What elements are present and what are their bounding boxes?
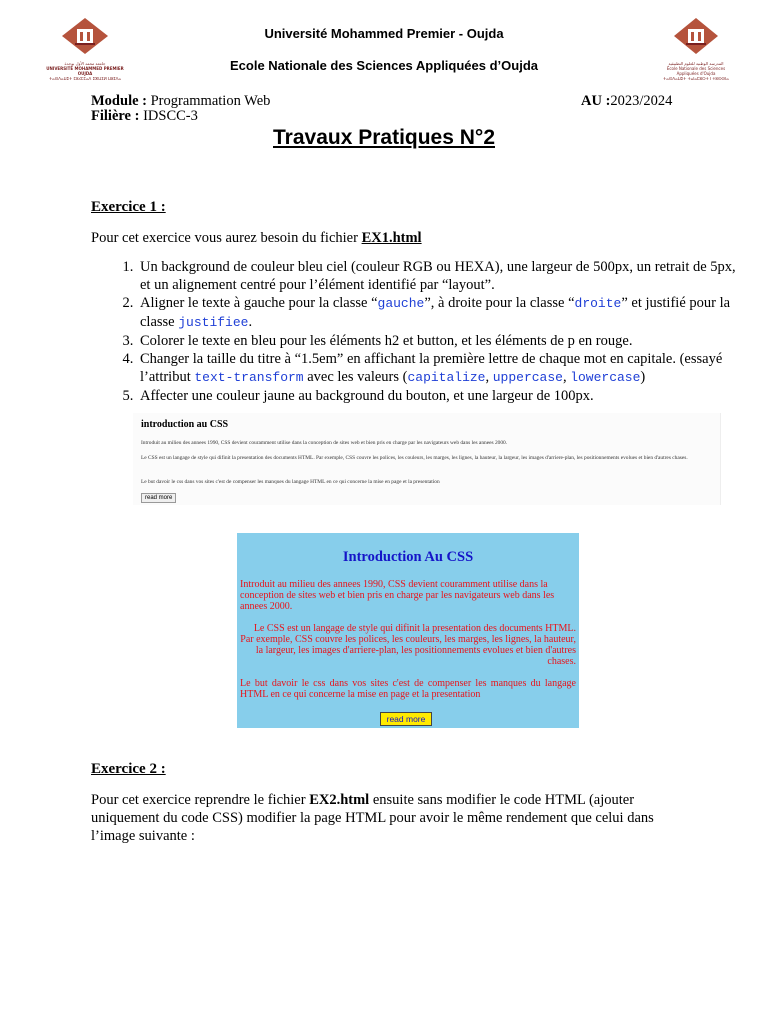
exercise-2-text-a: Pour cet exercice reprendre le fichier xyxy=(91,792,310,808)
task-item xyxy=(137,294,737,332)
task-4-text-a: Changer la taille du titre à “1.5em” en affichant la première lettre de chaque mot en capitale. (essayé l’attribut xyxy=(140,351,723,385)
page-title: Travaux Pratiques N°2 xyxy=(273,126,495,149)
exercise-1-task-list xyxy=(91,258,737,405)
task-item xyxy=(137,258,737,294)
ensa-logo-line-2: École Nationale des Sciences Appliquées d'Oujda xyxy=(666,66,726,76)
task-2-text-d: . xyxy=(248,314,253,330)
unstyled-page-screenshot xyxy=(133,413,721,505)
task-2-code-justifiee: justifiee xyxy=(178,315,249,330)
ensa-logo-line-3: ⵜⴰⵙⴷⴰⵡⵉⵜ ⵜⴰⵏⴰⵎⵓⵔⵜ ⵏ ⵜⵓⵙⵙⵏⴰ xyxy=(663,76,729,81)
exercise-2-instructions xyxy=(91,791,671,845)
styled-read-more-button[interactable]: read more xyxy=(380,712,432,726)
academic-year-label: AU : xyxy=(581,93,611,109)
task-2-code-gauche: gauche xyxy=(377,296,425,311)
task-item xyxy=(137,387,737,405)
unstyled-page-title: introduction au CSS xyxy=(141,419,229,430)
exercise-2-file: EX2.html xyxy=(309,792,370,808)
task-3-text: Colorer le texte en bleu pour les éléments h2 et button, et les éléments de p en rouge. xyxy=(140,333,633,349)
task-4-text-b: avec les valeurs ( xyxy=(303,369,408,385)
task-2-text-a: Aligner le texte à gauche pour la classe “ xyxy=(140,295,378,311)
task-1-text: Un background de couleur bleu ciel (couleur RGB ou HEXA), une largeur de 500px, un retrait de 5px, et un alignement centré pour l’élément identifié par “layout”. xyxy=(140,259,736,293)
task-4-code-text-transform: text-transform xyxy=(194,370,304,385)
task-4-text-d: , xyxy=(562,369,571,385)
task-4-text-e: ) xyxy=(640,369,646,385)
exercise-1-intro xyxy=(91,229,422,247)
styled-page-paragraph-left: Introduit au milieu des annees 1990, CSS devient couramment utilise dans la conception de sites web et bien pris en charge par les navigateurs web dans les annees 2000. xyxy=(240,579,555,612)
unstyled-page-paragraph-2: Le CSS est un langage de style qui difinit la presentation des documents HTML. Par exemple, CSS couvre les polices, les couleurs, les marges, les lignes, la hauteur, la largeur, les images d'arriere-plan, les positionnements evolues et bien d'autres chases. xyxy=(141,455,688,461)
unstyled-page-paragraph-1: Introduit au milieu des annees 1990, CSS devient couramment utilise dans la conception de sites web et bien pris en charge par les navigateurs web dans les annees 2000. xyxy=(141,440,508,446)
task-2-code-droite: droite xyxy=(574,296,622,311)
filiere-label: Filière : xyxy=(91,108,140,124)
module-value: Programmation Web xyxy=(150,93,271,109)
module-label: Module : xyxy=(91,93,147,109)
university-logo-line-2: UNIVERSITÉ MOHAMMED PREMIER OUJDA xyxy=(46,66,124,76)
filiere-line xyxy=(91,108,198,124)
academic-year-value: 2023/2024 xyxy=(610,93,673,109)
task-5-text: Affecter une couleur jaune au background du bouton, et une largeur de 100px. xyxy=(140,388,594,404)
exercise-1-file: EX1.html xyxy=(361,230,422,246)
task-item xyxy=(137,350,737,387)
task-4-text-c: , xyxy=(485,369,493,385)
task-4-code-capitalize: capitalize xyxy=(407,370,486,385)
school-name: Ecole Nationale des Sciences Appliquées d’Oujda xyxy=(229,58,538,73)
filiere-value: IDSCC-3 xyxy=(143,108,198,124)
unstyled-read-more-button[interactable]: read more xyxy=(141,493,176,503)
task-2-text-b: ”, à droite pour la classe “ xyxy=(424,295,575,311)
exercise-1-heading: Exercice 1 : xyxy=(91,199,166,215)
styled-page-screenshot xyxy=(237,533,579,728)
academic-year-line xyxy=(581,93,672,109)
ensa-logo-line-1: المدرسة الوطنية للعلوم التطبيقية xyxy=(668,61,724,66)
task-item xyxy=(137,332,737,350)
exercise-2-text-b: ensuite sans modifier le code HTML (ajouter uniquement du code CSS) modifier la page HTML pour avoir le même rendement que celui dans l’image suivante : xyxy=(91,792,654,844)
task-4-code-uppercase: uppercase xyxy=(492,370,563,385)
unstyled-page-paragraph-3: Le but davoir le css dans vos sites c'est de compenser les manques du langage HTML en ce qui concerne la mise en page et la presentation xyxy=(141,479,440,485)
styled-page-paragraph-justified: Le but davoir le css dans vos sites c'est de compenser les manques du langage HTML en ce qui concerne la mise en page et la presentation xyxy=(240,678,576,700)
university-name: Université Mohammed Premier - Oujda xyxy=(264,26,504,41)
exercise-2-heading: Exercice 2 : xyxy=(91,761,166,777)
university-logo-line-1: جامعة محمد الأول بوجدة xyxy=(64,61,106,66)
module-line xyxy=(91,93,270,109)
university-logo-line-3: ⵜⴰⵙⴷⴰⵡⵉⵜ ⵎⵓⵃⵎⵎⴰⴷ ⵉⵣⵡⵉⵍ ⵡⵓⵊⴷⴰ xyxy=(49,76,121,81)
styled-page-title: Introduction Au CSS xyxy=(342,549,474,565)
exercise-1-intro-text: Pour cet exercice vous aurez besoin du fichier xyxy=(91,230,362,246)
task-4-code-lowercase: lowercase xyxy=(570,370,641,385)
styled-page-paragraph-right: Le CSS est un langage de style qui difinit la presentation des documents HTML. Par exemple, CSS couvre les polices, les couleurs, les marges, les lignes, la hauteur, la largeur, les images d'arriere-plan, les positionnements evolues et bien d'autres chases. xyxy=(240,623,576,667)
task-2-text-c: ” et justifié pour la classe xyxy=(140,295,731,330)
